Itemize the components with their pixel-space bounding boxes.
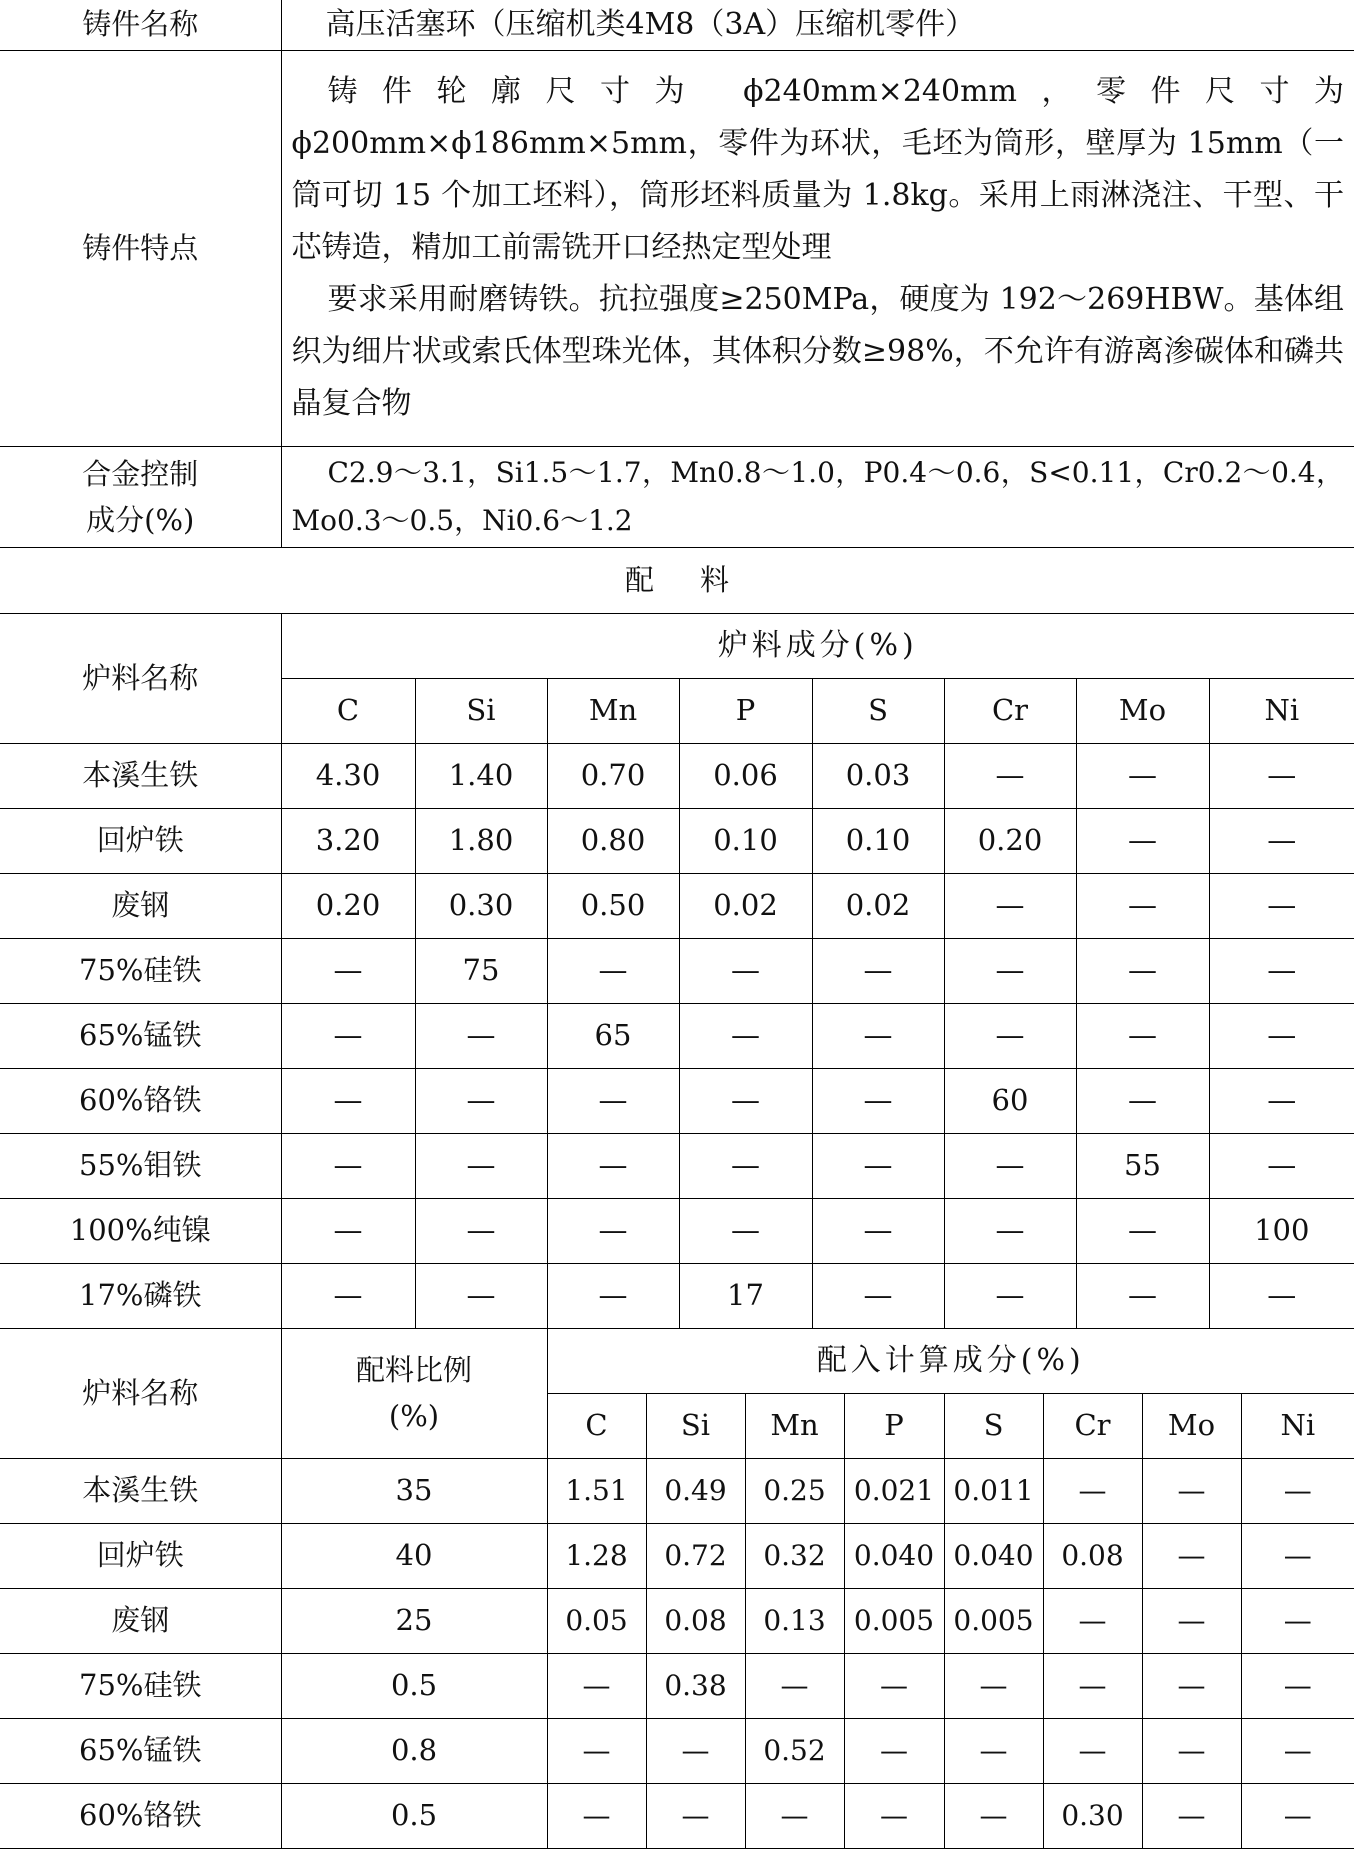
table-row — [0, 1783, 1354, 1848]
value-cell: 75 — [415, 938, 547, 1003]
value-cell: — — [679, 938, 812, 1003]
charge-element-header: S — [812, 678, 944, 743]
table-row — [0, 1458, 1354, 1523]
table-row — [0, 1133, 1354, 1198]
alloy-control-value — [281, 446, 1354, 547]
value-cell: — — [944, 1718, 1043, 1783]
table-row — [0, 1523, 1354, 1588]
value-cell: — — [1076, 1068, 1209, 1133]
value-cell: — — [944, 743, 1076, 808]
value-cell: — — [1076, 873, 1209, 938]
value-cell: — — [1076, 1003, 1209, 1068]
value-cell: 3.20 — [281, 808, 415, 873]
value-cell: — — [415, 1003, 547, 1068]
value-cell: — — [745, 1783, 844, 1848]
ratio-cell: 0.5 — [281, 1653, 547, 1718]
value-cell: — — [547, 1133, 679, 1198]
value-cell: — — [547, 1263, 679, 1328]
value-cell: — — [1209, 1133, 1354, 1198]
ratio-cell: 25 — [281, 1588, 547, 1653]
value-cell: — — [1241, 1783, 1354, 1848]
table-row — [0, 808, 1354, 873]
value-cell: 0.20 — [281, 873, 415, 938]
value-cell: — — [1142, 1588, 1241, 1653]
calc-ratio-header — [281, 1329, 547, 1459]
alloy-control-text: C2.9～3.1，Si1.5～1.7，Mn0.8～1.0，P0.4～0.6，S<0.11，Cr0.2～0.4，Mo0.3～0.5，Ni0.6～1.2 — [291, 455, 1344, 537]
value-cell: 4.30 — [281, 743, 415, 808]
value-cell: 0.30 — [415, 873, 547, 938]
value-cell: — — [812, 1263, 944, 1328]
value-cell: 1.28 — [547, 1523, 646, 1588]
value-cell: — — [281, 1068, 415, 1133]
table-row — [0, 938, 1354, 1003]
value-cell: 60 — [944, 1068, 1076, 1133]
material-name-cell: 65%锰铁 — [0, 1718, 281, 1783]
table-row — [0, 1588, 1354, 1653]
value-cell: — — [547, 1718, 646, 1783]
calc-element-header: Si — [646, 1393, 745, 1458]
value-cell: 1.80 — [415, 808, 547, 873]
value-cell: — — [812, 1003, 944, 1068]
table-row — [0, 1718, 1354, 1783]
section-title: 配料 — [624, 562, 775, 597]
value-cell: — — [944, 1198, 1076, 1263]
ratio-cell: 35 — [281, 1458, 547, 1523]
value-cell: — — [1142, 1783, 1241, 1848]
calc-element-header: Ni — [1241, 1393, 1354, 1458]
value-cell: — — [812, 1133, 944, 1198]
calc-element-header: C — [547, 1393, 646, 1458]
table-row — [0, 1068, 1354, 1133]
value-cell: — — [944, 1263, 1076, 1328]
casting-feature-label: 铸件特点 — [0, 50, 281, 446]
value-cell: 0.52 — [745, 1718, 844, 1783]
table-row — [0, 1653, 1354, 1718]
value-cell: — — [646, 1718, 745, 1783]
value-cell: — — [281, 1263, 415, 1328]
charge-composition-table — [0, 614, 1354, 1329]
casting-name-label: 铸件名称 — [0, 0, 281, 50]
casting-feature-text — [281, 50, 1354, 446]
value-cell: — — [944, 1783, 1043, 1848]
value-cell: — — [1142, 1523, 1241, 1588]
value-cell: — — [812, 1068, 944, 1133]
value-cell: 0.02 — [679, 873, 812, 938]
charge-element-header: P — [679, 678, 812, 743]
material-name-cell: 55%钼铁 — [0, 1133, 281, 1198]
value-cell: — — [844, 1783, 944, 1848]
casting-name-value: 高压活塞环（压缩机类4M8（3A）压缩机零件） — [281, 0, 1354, 50]
value-cell: — — [679, 1068, 812, 1133]
value-cell: — — [547, 1068, 679, 1133]
value-cell: — — [415, 1068, 547, 1133]
calc-ratio-header-line-1: 配料比例 — [355, 1353, 472, 1387]
table-row — [0, 743, 1354, 808]
material-name-cell: 回炉铁 — [0, 808, 281, 873]
value-cell: — — [679, 1133, 812, 1198]
alloy-control-label — [0, 446, 281, 547]
value-cell: 0.13 — [745, 1588, 844, 1653]
value-cell: 0.040 — [844, 1523, 944, 1588]
value-cell: — — [1241, 1653, 1354, 1718]
charge-element-header: Cr — [944, 678, 1076, 743]
value-cell: — — [1076, 1263, 1209, 1328]
table-row — [0, 1198, 1354, 1263]
value-cell: 0.49 — [646, 1458, 745, 1523]
value-cell: — — [844, 1718, 944, 1783]
value-cell: — — [812, 1198, 944, 1263]
value-cell: 0.021 — [844, 1458, 944, 1523]
value-cell: 0.70 — [547, 743, 679, 808]
charge-element-header: Mo — [1076, 678, 1209, 743]
material-name-cell: 65%锰铁 — [0, 1003, 281, 1068]
value-cell: 0.08 — [646, 1588, 745, 1653]
value-cell: — — [812, 938, 944, 1003]
calc-element-header: Cr — [1043, 1393, 1142, 1458]
value-cell: — — [1142, 1653, 1241, 1718]
value-cell: — — [1043, 1718, 1142, 1783]
calc-ratio-header-line-2: (%) — [388, 1399, 440, 1433]
value-cell: — — [844, 1653, 944, 1718]
alloy-control-label-line-1: 合金控制 — [82, 456, 199, 491]
value-cell: — — [944, 1003, 1076, 1068]
material-name-cell: 60%铬铁 — [0, 1068, 281, 1133]
material-name-cell: 75%硅铁 — [0, 1653, 281, 1718]
value-cell: — — [1076, 743, 1209, 808]
value-cell: — — [281, 1003, 415, 1068]
value-cell: — — [281, 938, 415, 1003]
value-cell: 0.10 — [812, 808, 944, 873]
value-cell: 0.10 — [679, 808, 812, 873]
value-cell: — — [415, 1198, 547, 1263]
value-cell: 0.30 — [1043, 1783, 1142, 1848]
charge-comp-header: 炉料成分(%) — [281, 614, 1354, 679]
value-cell: 100 — [1209, 1198, 1354, 1263]
value-cell: 0.80 — [547, 808, 679, 873]
value-cell: — — [547, 1198, 679, 1263]
value-cell: 1.40 — [415, 743, 547, 808]
calc-element-header: Mo — [1142, 1393, 1241, 1458]
charge-element-header: Mn — [547, 678, 679, 743]
calc-element-header: Mn — [745, 1393, 844, 1458]
value-cell: — — [1142, 1718, 1241, 1783]
value-cell: — — [1142, 1458, 1241, 1523]
value-cell: — — [281, 1133, 415, 1198]
value-cell: 65 — [547, 1003, 679, 1068]
value-cell: 0.25 — [745, 1458, 844, 1523]
alloy-control-label-line-2: 成分(%) — [86, 502, 195, 537]
value-cell: 0.72 — [646, 1523, 745, 1588]
value-cell: 0.32 — [745, 1523, 844, 1588]
value-cell: — — [646, 1783, 745, 1848]
value-cell: — — [1209, 1263, 1354, 1328]
value-cell: — — [1076, 1198, 1209, 1263]
calc-name-header: 炉料名称 — [0, 1329, 281, 1459]
material-name-cell: 17%磷铁 — [0, 1263, 281, 1328]
value-cell: — — [1241, 1588, 1354, 1653]
section-title-cell — [0, 547, 1354, 613]
value-cell: — — [547, 1783, 646, 1848]
material-name-cell: 本溪生铁 — [0, 1458, 281, 1523]
value-cell: — — [944, 938, 1076, 1003]
calc-element-header: P — [844, 1393, 944, 1458]
ratio-cell: 0.8 — [281, 1718, 547, 1783]
value-cell: — — [679, 1198, 812, 1263]
charge-element-header: Si — [415, 678, 547, 743]
value-cell: — — [281, 1198, 415, 1263]
charge-element-header: C — [281, 678, 415, 743]
calc-comp-header: 配入计算成分(%) — [547, 1329, 1354, 1394]
material-name-cell: 废钢 — [0, 873, 281, 938]
value-cell: 0.005 — [944, 1588, 1043, 1653]
value-cell: 55 — [1076, 1133, 1209, 1198]
value-cell: — — [415, 1263, 547, 1328]
charge-element-header: Ni — [1209, 678, 1354, 743]
value-cell: 0.38 — [646, 1653, 745, 1718]
charge-name-header: 炉料名称 — [0, 614, 281, 744]
value-cell: 0.05 — [547, 1588, 646, 1653]
value-cell: 0.040 — [944, 1523, 1043, 1588]
value-cell: — — [1043, 1588, 1142, 1653]
material-name-cell: 本溪生铁 — [0, 743, 281, 808]
value-cell: — — [1241, 1458, 1354, 1523]
calc-rows — [0, 1458, 1354, 1848]
value-cell: — — [944, 873, 1076, 938]
material-name-cell: 废钢 — [0, 1588, 281, 1653]
table-row — [0, 1003, 1354, 1068]
value-cell: 0.06 — [679, 743, 812, 808]
value-cell: — — [1209, 1068, 1354, 1133]
material-name-cell: 75%硅铁 — [0, 938, 281, 1003]
casting-feature-paragraph-2: 要求采用耐磨铸铁。抗拉强度≥250MPa，硬度为 192～269HBW。基体组织为细片状或索氏体型珠光体，其体积分数≥98%，不允许有游离渗碳体和磷共晶复合物 — [291, 282, 1344, 421]
value-cell: — — [679, 1003, 812, 1068]
casting-feature-paragraph-1: 铸件轮廓尺寸为 ϕ240mm×240mm，零件尺寸为 ϕ200mm×ϕ186mm×5mm，零件为环状，毛坯为筒形，壁厚为 15mm（一筒可切 15 个加工坯料），筒形坯料质量为 1.8kg。采用上雨淋浇注、干型、干芯铸造，精加工前需铣开口经热定型处理 — [291, 74, 1344, 265]
value-cell: — — [1209, 938, 1354, 1003]
value-cell: — — [547, 938, 679, 1003]
value-cell: — — [1241, 1523, 1354, 1588]
value-cell: — — [1076, 808, 1209, 873]
calculated-composition-table — [0, 1329, 1354, 1849]
value-cell: 1.51 — [547, 1458, 646, 1523]
value-cell: 0.20 — [944, 808, 1076, 873]
value-cell: — — [1209, 1003, 1354, 1068]
casting-info-table — [0, 0, 1354, 614]
value-cell: — — [944, 1653, 1043, 1718]
material-name-cell: 100%纯镍 — [0, 1198, 281, 1263]
value-cell: — — [745, 1653, 844, 1718]
calc-element-header: S — [944, 1393, 1043, 1458]
ratio-cell: 40 — [281, 1523, 547, 1588]
material-name-cell: 60%铬铁 — [0, 1783, 281, 1848]
value-cell: — — [1241, 1718, 1354, 1783]
value-cell: — — [1043, 1458, 1142, 1523]
table-row — [0, 1263, 1354, 1328]
value-cell: 17 — [679, 1263, 812, 1328]
value-cell: 0.011 — [944, 1458, 1043, 1523]
value-cell: 0.08 — [1043, 1523, 1142, 1588]
value-cell: — — [1043, 1653, 1142, 1718]
table-row — [0, 873, 1354, 938]
value-cell: — — [1209, 873, 1354, 938]
value-cell: — — [1209, 743, 1354, 808]
value-cell: — — [1209, 808, 1354, 873]
value-cell: — — [415, 1133, 547, 1198]
material-name-cell: 回炉铁 — [0, 1523, 281, 1588]
value-cell: — — [1076, 938, 1209, 1003]
value-cell: — — [944, 1133, 1076, 1198]
charge-rows — [0, 743, 1354, 1328]
value-cell: 0.02 — [812, 873, 944, 938]
ratio-cell: 0.5 — [281, 1783, 547, 1848]
value-cell: — — [547, 1653, 646, 1718]
value-cell: 0.03 — [812, 743, 944, 808]
value-cell: 0.50 — [547, 873, 679, 938]
value-cell: 0.005 — [844, 1588, 944, 1653]
